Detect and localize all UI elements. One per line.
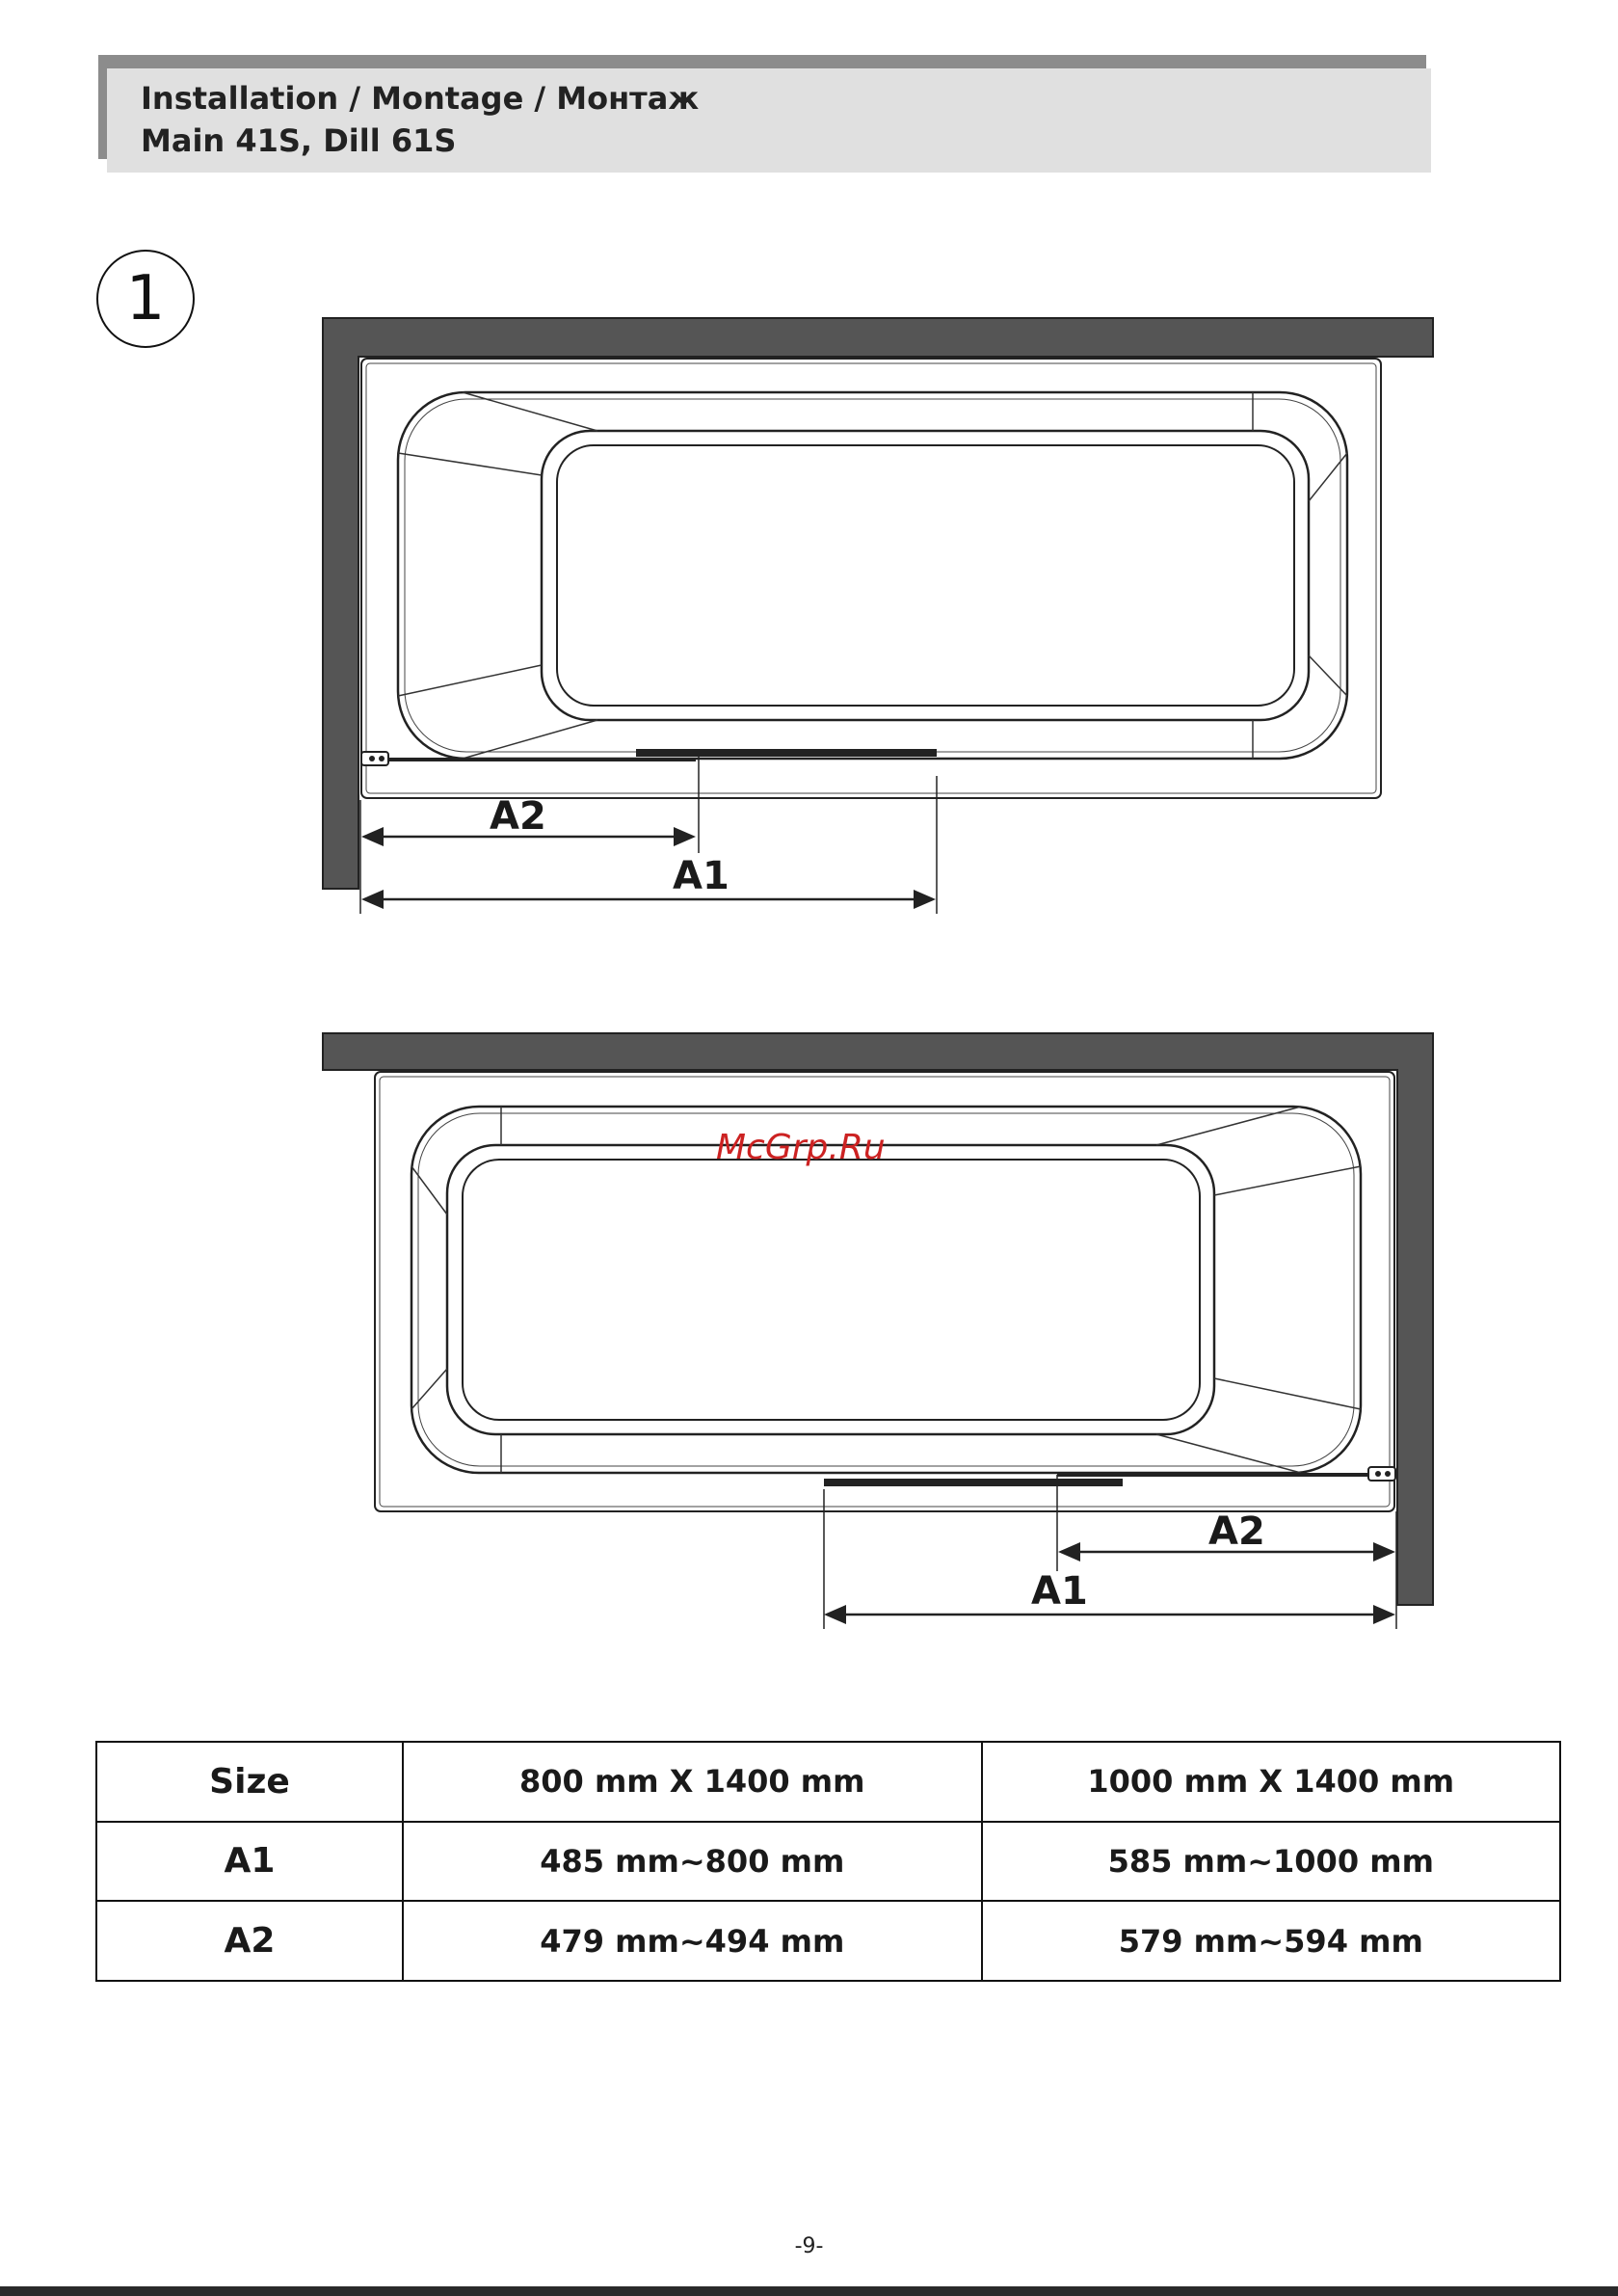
header-accent-bar [98,55,1426,68]
screen-sliding-panel [636,749,937,757]
label-a2: A2 [490,794,546,839]
table-header-row [96,1742,1560,1822]
table-row-label: A2 [96,1901,403,1981]
page-title: Installation / Montage / Монтаж [141,80,700,117]
wall-bracket [1368,1467,1395,1481]
table-cell: 579 mm~594 mm [982,1901,1561,1981]
label-a1: A1 [673,854,729,898]
table-row [96,1822,1560,1902]
screen-sliding-panel [824,1479,1123,1486]
page-header [107,68,1431,173]
table-row-label: A1 [96,1822,403,1902]
label-a1: A1 [1031,1569,1088,1614]
step-number-badge: 1 [96,250,195,348]
footer-rule [0,2286,1618,2296]
table-header-cell: 1000 mm X 1400 mm [982,1742,1561,1822]
label-a2: A2 [1208,1509,1265,1554]
table-header-cell: Size [96,1742,403,1822]
size-spec-table [95,1741,1561,1982]
page-number: -9- [794,2234,824,2258]
table-row [96,1901,1560,1981]
table-header-cell: 800 mm X 1400 mm [403,1742,982,1822]
page-subtitle: Main 41S, Dill 61S [141,122,457,159]
diagram-top-left-wall [0,308,1618,925]
bathtub-floor [447,1145,1214,1434]
watermark: McGrp.Ru [716,1128,886,1167]
bathtub-floor [542,431,1309,720]
table-cell: 479 mm~494 mm [403,1901,982,1981]
table-cell: 485 mm~800 mm [403,1822,982,1902]
diagram-bottom-right-wall [0,1022,1618,1639]
table-cell: 585 mm~1000 mm [982,1822,1561,1902]
